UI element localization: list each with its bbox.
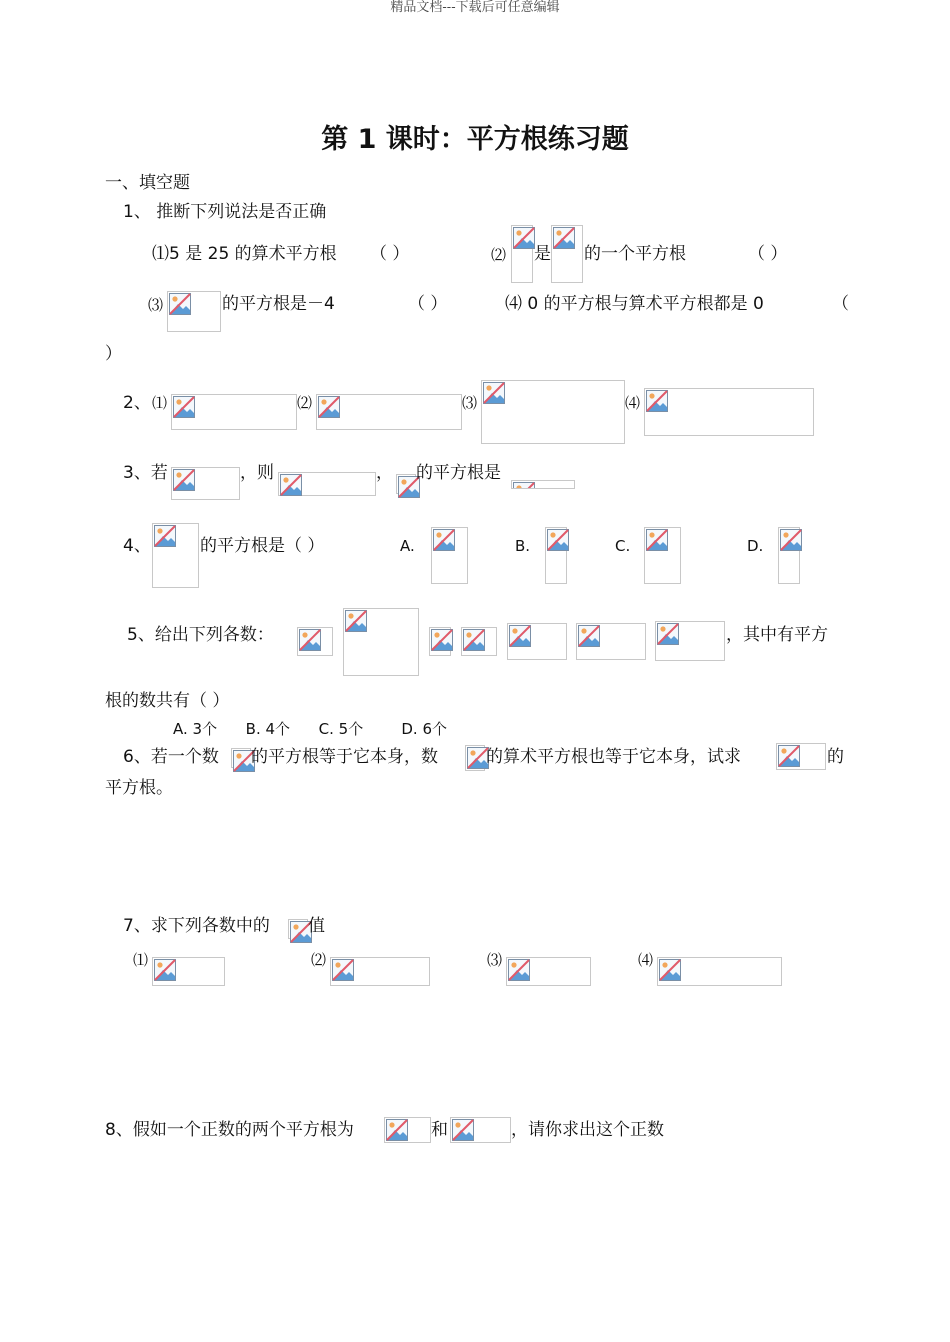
q1-item4: ⑷ 0 的平方根与算术平方根都是 0 (505, 294, 764, 314)
formula-image (330, 957, 430, 986)
formula-image (171, 394, 297, 430)
q6-part2: 的平方根等于它本身，数 (251, 747, 438, 767)
q7-part2-label: ⑵ (311, 951, 327, 969)
q5-options: A. 3个 B. 4个 C. 5个 D. 6个 (173, 720, 447, 738)
q4-label: 4、 (123, 536, 151, 556)
section-heading: 一、填空题 (105, 173, 190, 193)
formula-image (384, 1117, 431, 1143)
formula-image (778, 527, 800, 584)
formula-image (655, 621, 725, 661)
formula-image (507, 623, 567, 660)
q5-tail: ，其中有平方 (726, 625, 828, 645)
q1-item2-paren: （ ） (748, 244, 788, 264)
formula-image (431, 527, 468, 584)
formula-image (288, 919, 308, 939)
q6-line2: 平方根。 (105, 778, 173, 798)
q4-text: 的平方根是（ ） (200, 536, 325, 556)
q6-part4: 的 (827, 747, 844, 767)
q7-part1-label: ⑴ (133, 951, 149, 969)
formula-image (576, 623, 646, 660)
q4-option-a-label: A. (400, 537, 415, 555)
formula-image (396, 474, 416, 494)
q3-tail: 的平方根是 (416, 463, 501, 483)
q7-zhi: 值 (308, 916, 325, 936)
formula-image (644, 527, 681, 584)
formula-image (776, 743, 826, 770)
q7-label: 7、求下列各数中的 (123, 916, 270, 936)
page-title: 第 1 课时：平方根练习题 (321, 124, 629, 155)
formula-image (450, 1117, 511, 1143)
q1-stem: 1、 推断下列说法是否正确 (123, 202, 327, 222)
q7-part3-label: ⑶ (487, 951, 503, 969)
formula-image (278, 472, 376, 496)
formula-image (481, 380, 625, 444)
q2-part2-label: ⑵ (297, 394, 313, 412)
q1-item2-shi: 是 (534, 244, 551, 264)
formula-image (465, 745, 485, 771)
q7-part4-label: ⑷ (638, 951, 654, 969)
q3-comma: ， (376, 463, 393, 483)
q3-label: 3、若 (123, 463, 168, 483)
formula-image (506, 957, 591, 986)
q2-label: 2、 (123, 393, 151, 413)
formula-image (231, 748, 251, 768)
q5-line2: 根的数共有（ ） (105, 691, 230, 711)
q1-item2-label: ⑵ (491, 246, 507, 264)
q6-part1: 6、若一个数 (123, 747, 219, 767)
q1-item2-text: 的一个平方根 (584, 244, 686, 264)
q1-item3-paren: （ ） (408, 294, 448, 314)
formula-image (152, 523, 199, 588)
q4-option-c-label: C. (615, 537, 631, 555)
q1-item1-paren: （ ） (370, 244, 410, 264)
q5-label: 5、给出下列各数： (127, 625, 274, 645)
q2-part1-label: ⑴ (152, 394, 168, 412)
page-header: 精品文档---下载后可任意编辑 (390, 0, 560, 15)
q2-part3-label: ⑶ (462, 394, 478, 412)
formula-image (657, 957, 782, 986)
q8-part1: 8、假如一个正数的两个平方根为 (105, 1120, 354, 1140)
q1-item3-text: 的平方根是－4 (222, 294, 335, 314)
q4-option-d-label: D. (747, 537, 764, 555)
q4-option-b-label: B. (515, 537, 531, 555)
formula-image (297, 627, 333, 656)
q3-ze: ，则 (240, 463, 274, 483)
q2-part4-label: ⑷ (625, 394, 641, 412)
q6-part3: 的算术平方根也等于它本身，试求 (486, 747, 741, 767)
formula-image (316, 394, 462, 430)
formula-image (644, 388, 814, 436)
q1-item1: ⑴5 是 25 的算术平方根 (152, 244, 337, 264)
formula-image (461, 627, 497, 656)
formula-image (343, 608, 419, 676)
formula-image (511, 225, 533, 283)
q1-item4-paren-open: （ (832, 294, 849, 314)
q8-he: 和 (431, 1120, 448, 1140)
q1-item4-paren-close: ） (105, 344, 122, 364)
formula-image (545, 527, 567, 584)
formula-image (152, 957, 225, 986)
q1-item3-label: ⑶ (148, 296, 164, 314)
q8-part2: ，请你求出这个正数 (511, 1120, 664, 1140)
formula-image (511, 480, 575, 489)
formula-image (551, 225, 583, 283)
formula-image (167, 291, 221, 332)
formula-image (171, 467, 240, 500)
formula-image (429, 627, 451, 656)
